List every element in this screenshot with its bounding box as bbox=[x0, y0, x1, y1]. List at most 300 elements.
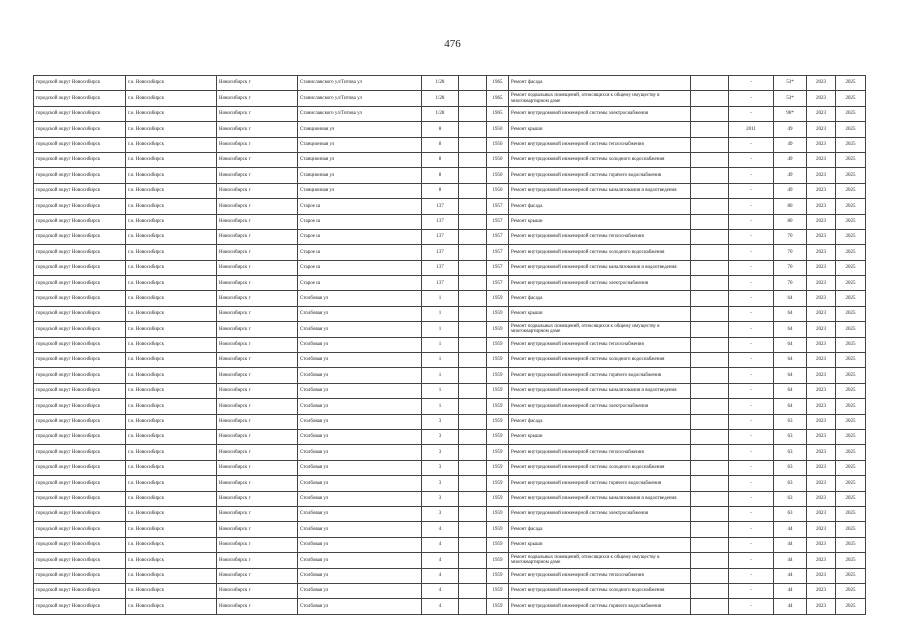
cell-last-repair-year: - bbox=[729, 506, 774, 521]
cell-end-year: 2025 bbox=[836, 429, 866, 444]
table-row bbox=[34, 322, 866, 337]
cell-work-type: Ремонт фасада bbox=[509, 414, 691, 429]
table-row bbox=[34, 214, 866, 229]
cell-street: Станционная ул bbox=[298, 122, 422, 137]
cell-last-repair-year: - bbox=[729, 168, 774, 183]
cell-municipality: городской округ Новосибирск bbox=[34, 522, 126, 537]
cell-work-type: Ремонт крыши bbox=[509, 537, 691, 552]
cell-year-built: 1957 bbox=[487, 245, 509, 260]
cell-area: 70 bbox=[774, 276, 807, 291]
cell-year-built: 1965 bbox=[487, 76, 509, 91]
cell-building bbox=[459, 91, 487, 106]
cell-extra bbox=[691, 491, 729, 506]
cell-building bbox=[459, 537, 487, 552]
cell-building bbox=[459, 76, 487, 91]
cell-street: Столбовая ул bbox=[298, 337, 422, 352]
cell-year-built: 1959 bbox=[487, 568, 509, 583]
cell-extra bbox=[691, 537, 729, 552]
cell-locality: Новосибирск г bbox=[217, 583, 298, 598]
cell-end-year: 2025 bbox=[836, 383, 866, 398]
cell-house-number: 1 bbox=[422, 322, 459, 337]
cell-locality: Новосибирск г bbox=[217, 245, 298, 260]
cell-last-repair-year: - bbox=[729, 568, 774, 583]
cell-locality: Новосибирск г bbox=[217, 122, 298, 137]
cell-house-number: 1/28 bbox=[422, 106, 459, 121]
cell-locality: Новосибирск г bbox=[217, 383, 298, 398]
cell-start-year: 2023 bbox=[807, 337, 836, 352]
cell-year-built: 1950 bbox=[487, 137, 509, 152]
cell-year-built: 1950 bbox=[487, 168, 509, 183]
cell-end-year: 2025 bbox=[836, 214, 866, 229]
cell-last-repair-year: - bbox=[729, 353, 774, 368]
cell-street: Столбовая ул bbox=[298, 460, 422, 475]
table-row bbox=[34, 152, 866, 167]
cell-area: 70 bbox=[774, 229, 807, 244]
cell-street: Столбовая ул bbox=[298, 522, 422, 537]
table-row bbox=[34, 229, 866, 244]
cell-extra bbox=[691, 183, 729, 198]
cell-start-year: 2023 bbox=[807, 583, 836, 598]
cell-last-repair-year: - bbox=[729, 522, 774, 537]
cell-street: Столбовая ул bbox=[298, 429, 422, 444]
cell-extra bbox=[691, 568, 729, 583]
cell-work-type: Ремонт внутридомовой инженерной системы горячего водоснабжения bbox=[509, 476, 691, 491]
cell-year-built: 1959 bbox=[487, 460, 509, 475]
cell-district: г.о. Новосибирск bbox=[126, 168, 217, 183]
cell-last-repair-year: - bbox=[729, 106, 774, 121]
cell-house-number: 137 bbox=[422, 276, 459, 291]
cell-building bbox=[459, 460, 487, 475]
cell-start-year: 2023 bbox=[807, 291, 836, 306]
table-row bbox=[34, 368, 866, 383]
cell-year-built: 1959 bbox=[487, 537, 509, 552]
cell-building bbox=[459, 553, 487, 568]
cell-extra bbox=[691, 460, 729, 475]
cell-building bbox=[459, 476, 487, 491]
cell-street: Столбовая ул bbox=[298, 322, 422, 337]
cell-locality: Новосибирск г bbox=[217, 137, 298, 152]
cell-last-repair-year: - bbox=[729, 183, 774, 198]
cell-year-built: 1959 bbox=[487, 445, 509, 460]
cell-work-type: Ремонт внутридомовой инженерной системы холодного водоснабжения bbox=[509, 460, 691, 475]
cell-end-year: 2025 bbox=[836, 152, 866, 167]
cell-house-number: 1 bbox=[422, 399, 459, 414]
cell-house-number: 3 bbox=[422, 445, 459, 460]
cell-district: г.о. Новосибирск bbox=[126, 106, 217, 121]
cell-start-year: 2023 bbox=[807, 460, 836, 475]
cell-year-built: 1957 bbox=[487, 229, 509, 244]
cell-building bbox=[459, 245, 487, 260]
cell-last-repair-year: - bbox=[729, 399, 774, 414]
cell-work-type: Ремонт внутридомовой инженерной системы холодного водоснабжения bbox=[509, 583, 691, 598]
cell-year-built: 1965 bbox=[487, 91, 509, 106]
cell-locality: Новосибирск г bbox=[217, 76, 298, 91]
cell-start-year: 2023 bbox=[807, 429, 836, 444]
cell-district: г.о. Новосибирск bbox=[126, 353, 217, 368]
cell-extra bbox=[691, 583, 729, 598]
table-row bbox=[34, 183, 866, 198]
cell-end-year: 2025 bbox=[836, 168, 866, 183]
cell-last-repair-year: - bbox=[729, 322, 774, 337]
cell-district: г.о. Новосибирск bbox=[126, 445, 217, 460]
table-row bbox=[34, 506, 866, 521]
cell-end-year: 2025 bbox=[836, 229, 866, 244]
cell-building bbox=[459, 414, 487, 429]
cell-building bbox=[459, 583, 487, 598]
cell-area: 49 bbox=[774, 168, 807, 183]
cell-area: 70 bbox=[774, 260, 807, 275]
cell-start-year: 2023 bbox=[807, 168, 836, 183]
cell-municipality: городской округ Новосибирск bbox=[34, 445, 126, 460]
cell-end-year: 2025 bbox=[836, 506, 866, 521]
cell-municipality: городской округ Новосибирск bbox=[34, 91, 126, 106]
cell-year-built: 1959 bbox=[487, 322, 509, 337]
cell-locality: Новосибирск г bbox=[217, 306, 298, 321]
table-row bbox=[34, 137, 866, 152]
cell-building bbox=[459, 152, 487, 167]
cell-district: г.о. Новосибирск bbox=[126, 306, 217, 321]
cell-area: 49 bbox=[774, 137, 807, 152]
cell-district: г.о. Новосибирск bbox=[126, 537, 217, 552]
cell-area: 49 bbox=[774, 122, 807, 137]
cell-work-type: Ремонт подвальных помещений, относящихся к общему имуществу в многоквартирном доме bbox=[509, 553, 691, 568]
cell-district: г.о. Новосибирск bbox=[126, 199, 217, 214]
cell-work-type: Ремонт внутридомовой инженерной системы теплоснабжения bbox=[509, 137, 691, 152]
table-row bbox=[34, 199, 866, 214]
cell-street: Столбовая ул bbox=[298, 414, 422, 429]
cell-building bbox=[459, 183, 487, 198]
cell-district: г.о. Новосибирск bbox=[126, 368, 217, 383]
cell-house-number: 1 bbox=[422, 368, 459, 383]
cell-year-built: 1959 bbox=[487, 522, 509, 537]
cell-area: 64 bbox=[774, 383, 807, 398]
cell-street: Старое ш bbox=[298, 199, 422, 214]
cell-locality: Новосибирск г bbox=[217, 429, 298, 444]
cell-last-repair-year: - bbox=[729, 383, 774, 398]
cell-locality: Новосибирск г bbox=[217, 229, 298, 244]
cell-last-repair-year: - bbox=[729, 214, 774, 229]
cell-area: 63 bbox=[774, 476, 807, 491]
table-row bbox=[34, 260, 866, 275]
cell-end-year: 2025 bbox=[836, 553, 866, 568]
cell-street: Столбовая ул bbox=[298, 599, 422, 614]
cell-work-type: Ремонт крыши bbox=[509, 306, 691, 321]
table-row bbox=[34, 337, 866, 352]
cell-start-year: 2023 bbox=[807, 399, 836, 414]
table-row bbox=[34, 91, 866, 106]
cell-district: г.о. Новосибирск bbox=[126, 260, 217, 275]
cell-house-number: 1 bbox=[422, 383, 459, 398]
cell-extra bbox=[691, 445, 729, 460]
cell-end-year: 2025 bbox=[836, 199, 866, 214]
cell-locality: Новосибирск г bbox=[217, 199, 298, 214]
cell-start-year: 2023 bbox=[807, 106, 836, 121]
cell-district: г.о. Новосибирск bbox=[126, 583, 217, 598]
cell-municipality: городской округ Новосибирск bbox=[34, 414, 126, 429]
cell-street: Столбовая ул bbox=[298, 399, 422, 414]
cell-area: 64 bbox=[774, 353, 807, 368]
cell-work-type: Ремонт крыши bbox=[509, 214, 691, 229]
cell-work-type: Ремонт фасада bbox=[509, 522, 691, 537]
cell-municipality: городской округ Новосибирск bbox=[34, 368, 126, 383]
cell-house-number: 1/28 bbox=[422, 91, 459, 106]
cell-last-repair-year: - bbox=[729, 583, 774, 598]
cell-end-year: 2025 bbox=[836, 91, 866, 106]
cell-locality: Новосибирск г bbox=[217, 460, 298, 475]
cell-house-number: 137 bbox=[422, 214, 459, 229]
cell-house-number: 3 bbox=[422, 476, 459, 491]
cell-start-year: 2023 bbox=[807, 506, 836, 521]
cell-year-built: 1965 bbox=[487, 106, 509, 121]
cell-locality: Новосибирск г bbox=[217, 291, 298, 306]
cell-locality: Новосибирск г bbox=[217, 522, 298, 537]
table-row bbox=[34, 353, 866, 368]
cell-house-number: 1 bbox=[422, 353, 459, 368]
table-row bbox=[34, 429, 866, 444]
cell-municipality: городской округ Новосибирск bbox=[34, 214, 126, 229]
cell-street: Столбовая ул bbox=[298, 306, 422, 321]
cell-area: 64 bbox=[774, 399, 807, 414]
cell-last-repair-year: - bbox=[729, 445, 774, 460]
cell-area: 44 bbox=[774, 599, 807, 614]
cell-building bbox=[459, 276, 487, 291]
cell-locality: Новосибирск г bbox=[217, 506, 298, 521]
cell-extra bbox=[691, 106, 729, 121]
cell-end-year: 2025 bbox=[836, 445, 866, 460]
cell-area: 80 bbox=[774, 199, 807, 214]
table-row bbox=[34, 76, 866, 91]
cell-house-number: 3 bbox=[422, 491, 459, 506]
cell-start-year: 2023 bbox=[807, 383, 836, 398]
cell-district: г.о. Новосибирск bbox=[126, 399, 217, 414]
cell-year-built: 1959 bbox=[487, 399, 509, 414]
cell-work-type: Ремонт крыши bbox=[509, 122, 691, 137]
cell-work-type: Ремонт внутридомовой инженерной системы горячего водоснабжения bbox=[509, 168, 691, 183]
cell-area: 80 bbox=[774, 214, 807, 229]
cell-house-number: 4 bbox=[422, 599, 459, 614]
cell-year-built: 1959 bbox=[487, 306, 509, 321]
cell-building bbox=[459, 214, 487, 229]
cell-house-number: 1 bbox=[422, 291, 459, 306]
cell-work-type: Ремонт внутридомовой инженерной системы теплоснабжения bbox=[509, 337, 691, 352]
cell-last-repair-year: - bbox=[729, 337, 774, 352]
cell-district: г.о. Новосибирск bbox=[126, 322, 217, 337]
cell-area: 96* bbox=[774, 106, 807, 121]
cell-area: 63 bbox=[774, 491, 807, 506]
table-row bbox=[34, 168, 866, 183]
cell-start-year: 2023 bbox=[807, 553, 836, 568]
table-row bbox=[34, 399, 866, 414]
cell-district: г.о. Новосибирск bbox=[126, 183, 217, 198]
cell-district: г.о. Новосибирск bbox=[126, 414, 217, 429]
table-row bbox=[34, 568, 866, 583]
cell-building bbox=[459, 491, 487, 506]
cell-start-year: 2023 bbox=[807, 353, 836, 368]
cell-building bbox=[459, 106, 487, 121]
cell-district: г.о. Новосибирск bbox=[126, 122, 217, 137]
cell-extra bbox=[691, 353, 729, 368]
cell-municipality: городской округ Новосибирск bbox=[34, 568, 126, 583]
cell-house-number: 3 bbox=[422, 429, 459, 444]
cell-work-type: Ремонт внутридомовой инженерной системы электроснабжения bbox=[509, 399, 691, 414]
cell-end-year: 2025 bbox=[836, 245, 866, 260]
cell-district: г.о. Новосибирск bbox=[126, 337, 217, 352]
table-row bbox=[34, 106, 866, 121]
cell-house-number: 8 bbox=[422, 137, 459, 152]
cell-last-repair-year: - bbox=[729, 429, 774, 444]
cell-building bbox=[459, 122, 487, 137]
cell-street: Старое ш bbox=[298, 214, 422, 229]
cell-end-year: 2025 bbox=[836, 414, 866, 429]
cell-street: Столбовая ул bbox=[298, 476, 422, 491]
cell-area: 63 bbox=[774, 506, 807, 521]
cell-district: г.о. Новосибирск bbox=[126, 491, 217, 506]
cell-building bbox=[459, 168, 487, 183]
cell-municipality: городской округ Новосибирск bbox=[34, 245, 126, 260]
cell-street: Столбовая ул bbox=[298, 553, 422, 568]
cell-street: Столбовая ул bbox=[298, 353, 422, 368]
cell-area: 63 bbox=[774, 460, 807, 475]
cell-building bbox=[459, 522, 487, 537]
cell-work-type: Ремонт крыши bbox=[509, 429, 691, 444]
cell-start-year: 2023 bbox=[807, 368, 836, 383]
cell-work-type: Ремонт фасада bbox=[509, 291, 691, 306]
cell-year-built: 1959 bbox=[487, 491, 509, 506]
cell-work-type: Ремонт фасада bbox=[509, 199, 691, 214]
cell-locality: Новосибирск г bbox=[217, 553, 298, 568]
cell-work-type: Ремонт внутридомовой инженерной системы холодного водоснабжения bbox=[509, 245, 691, 260]
cell-extra bbox=[691, 414, 729, 429]
cell-last-repair-year: - bbox=[729, 491, 774, 506]
cell-end-year: 2025 bbox=[836, 291, 866, 306]
cell-house-number: 3 bbox=[422, 414, 459, 429]
cell-municipality: городской округ Новосибирск bbox=[34, 599, 126, 614]
cell-work-type: Ремонт внутридомовой инженерной системы горячего водоснабжения bbox=[509, 599, 691, 614]
cell-municipality: городской округ Новосибирск bbox=[34, 276, 126, 291]
cell-area: 64 bbox=[774, 322, 807, 337]
cell-street: Станиславского ул/Титова ул bbox=[298, 76, 422, 91]
cell-municipality: городской округ Новосибирск bbox=[34, 229, 126, 244]
cell-start-year: 2023 bbox=[807, 445, 836, 460]
cell-area: 49 bbox=[774, 152, 807, 167]
cell-area: 44 bbox=[774, 583, 807, 598]
cell-area: 53* bbox=[774, 91, 807, 106]
cell-year-built: 1959 bbox=[487, 476, 509, 491]
cell-locality: Новосибирск г bbox=[217, 183, 298, 198]
cell-extra bbox=[691, 76, 729, 91]
cell-locality: Новосибирск г bbox=[217, 152, 298, 167]
cell-locality: Новосибирск г bbox=[217, 368, 298, 383]
cell-last-repair-year: - bbox=[729, 229, 774, 244]
cell-locality: Новосибирск г bbox=[217, 214, 298, 229]
cell-start-year: 2023 bbox=[807, 137, 836, 152]
cell-end-year: 2025 bbox=[836, 276, 866, 291]
cell-street: Столбовая ул bbox=[298, 506, 422, 521]
cell-district: г.о. Новосибирск bbox=[126, 152, 217, 167]
cell-start-year: 2023 bbox=[807, 152, 836, 167]
cell-year-built: 1959 bbox=[487, 414, 509, 429]
cell-district: г.о. Новосибирск bbox=[126, 91, 217, 106]
cell-street: Столбовая ул bbox=[298, 583, 422, 598]
cell-house-number: 4 bbox=[422, 568, 459, 583]
cell-end-year: 2025 bbox=[836, 260, 866, 275]
cell-locality: Новосибирск г bbox=[217, 599, 298, 614]
cell-municipality: городской округ Новосибирск bbox=[34, 122, 126, 137]
cell-extra bbox=[691, 245, 729, 260]
cell-locality: Новосибирск г bbox=[217, 91, 298, 106]
cell-last-repair-year: - bbox=[729, 260, 774, 275]
cell-end-year: 2025 bbox=[836, 460, 866, 475]
table-row bbox=[34, 445, 866, 460]
cell-year-built: 1957 bbox=[487, 214, 509, 229]
cell-start-year: 2023 bbox=[807, 568, 836, 583]
cell-locality: Новосибирск г bbox=[217, 399, 298, 414]
cell-extra bbox=[691, 599, 729, 614]
cell-municipality: городской округ Новосибирск bbox=[34, 537, 126, 552]
cell-street: Столбовая ул bbox=[298, 491, 422, 506]
cell-end-year: 2025 bbox=[836, 322, 866, 337]
cell-year-built: 1957 bbox=[487, 199, 509, 214]
cell-year-built: 1959 bbox=[487, 583, 509, 598]
cell-year-built: 1959 bbox=[487, 553, 509, 568]
cell-end-year: 2025 bbox=[836, 76, 866, 91]
table-row bbox=[34, 276, 866, 291]
cell-area: 63 bbox=[774, 429, 807, 444]
cell-last-repair-year: - bbox=[729, 553, 774, 568]
cell-municipality: городской округ Новосибирск bbox=[34, 322, 126, 337]
cell-work-type: Ремонт внутридомовой инженерной системы канализования и водоотведения bbox=[509, 260, 691, 275]
cell-street: Столбовая ул bbox=[298, 368, 422, 383]
table-row bbox=[34, 583, 866, 598]
cell-building bbox=[459, 260, 487, 275]
cell-work-type: Ремонт внутридомовой инженерной системы холодного водоснабжения bbox=[509, 353, 691, 368]
cell-work-type: Ремонт подвальных помещений, относящихся к общему имуществу в многоквартирном доме bbox=[509, 322, 691, 337]
cell-building bbox=[459, 599, 487, 614]
cell-building bbox=[459, 137, 487, 152]
cell-building bbox=[459, 568, 487, 583]
cell-extra bbox=[691, 553, 729, 568]
table-row bbox=[34, 383, 866, 398]
cell-work-type: Ремонт внутридомовой инженерной системы теплоснабжения bbox=[509, 568, 691, 583]
cell-end-year: 2025 bbox=[836, 399, 866, 414]
cell-locality: Новосибирск г bbox=[217, 476, 298, 491]
cell-district: г.о. Новосибирск bbox=[126, 553, 217, 568]
cell-end-year: 2025 bbox=[836, 353, 866, 368]
cell-house-number: 3 bbox=[422, 506, 459, 521]
cell-house-number: 4 bbox=[422, 522, 459, 537]
cell-start-year: 2023 bbox=[807, 76, 836, 91]
table-row bbox=[34, 537, 866, 552]
cell-district: г.о. Новосибирск bbox=[126, 276, 217, 291]
cell-end-year: 2025 bbox=[836, 537, 866, 552]
cell-start-year: 2023 bbox=[807, 245, 836, 260]
table-row bbox=[34, 491, 866, 506]
cell-extra bbox=[691, 506, 729, 521]
cell-work-type: Ремонт внутридомовой инженерной системы канализования и водоотведения bbox=[509, 491, 691, 506]
cell-work-type: Ремонт внутридомовой инженерной системы горячего водоснабжения bbox=[509, 368, 691, 383]
cell-street: Столбовая ул bbox=[298, 537, 422, 552]
cell-district: г.о. Новосибирск bbox=[126, 429, 217, 444]
cell-extra bbox=[691, 260, 729, 275]
cell-work-type: Ремонт внутридомовой инженерной системы канализования и водоотведения bbox=[509, 183, 691, 198]
cell-area: 64 bbox=[774, 306, 807, 321]
cell-district: г.о. Новосибирск bbox=[126, 476, 217, 491]
cell-municipality: городской округ Новосибирск bbox=[34, 168, 126, 183]
cell-house-number: 8 bbox=[422, 152, 459, 167]
cell-street: Столбовая ул bbox=[298, 568, 422, 583]
page-number: 476 bbox=[444, 38, 461, 50]
table-row bbox=[34, 460, 866, 475]
